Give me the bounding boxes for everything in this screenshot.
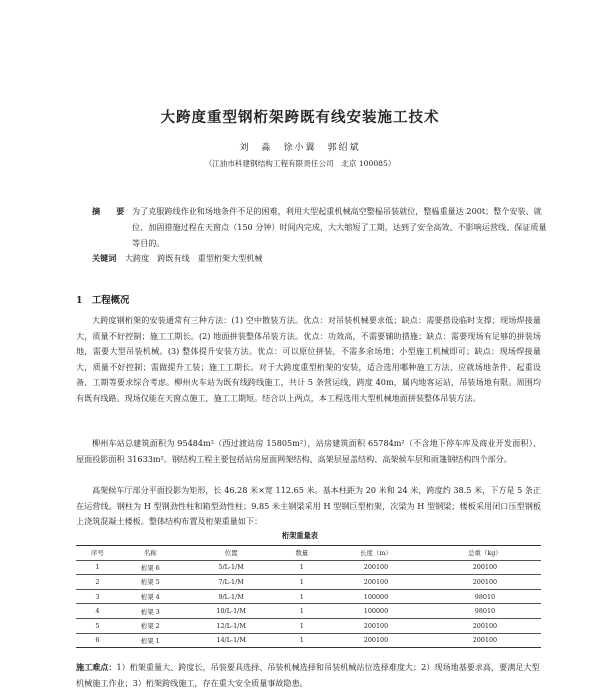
abstract-block (92, 203, 547, 251)
cell-location: 10/L-1/M (182, 604, 280, 619)
table-caption: 桁架重量表 (282, 531, 318, 540)
paragraph-area: 柳州车站总建筑面积为 95484m²（西过渡站房 15805m²），站房建筑面积 65784m²（不含地下停车库及商业开发面积）、屋面投影面积 31633m²。钢结构工程主要包括站房屋面网架结构、高架层屋盖结构、高架候车层和雨篷钢结构四个部分。 (76, 438, 541, 464)
header-index: 序号 (76, 546, 119, 561)
cell-name: 桁架 4 (119, 589, 182, 604)
header-location: 位置 (182, 546, 280, 561)
table-header-row (76, 546, 541, 561)
header-quantity: 数量 (280, 546, 323, 561)
cell-length: 200100 (323, 633, 429, 648)
construction-difficulty (76, 660, 541, 691)
abstract-label: 摘 要 (92, 206, 129, 216)
header-length: 长度（m） (323, 546, 429, 561)
keywords-text: 大跨度 跨既有线 重型桁架大型机械 (124, 253, 263, 263)
cell-location: 5/L-1/M (182, 560, 280, 575)
table-row (76, 575, 541, 590)
table-row (76, 604, 541, 619)
cell-index: 4 (76, 604, 119, 619)
cell-weight: 200100 (429, 618, 541, 633)
table-row (76, 560, 541, 575)
cell-index: 5 (76, 618, 119, 633)
cell-quantity: 1 (280, 589, 323, 604)
table-row (76, 618, 541, 633)
cell-weight: 200100 (429, 560, 541, 575)
cell-quantity: 1 (280, 633, 323, 648)
cell-quantity: 1 (280, 575, 323, 590)
header-weight: 总重（kg） (429, 546, 541, 561)
keywords-block (92, 253, 547, 264)
table-row (76, 633, 541, 648)
cell-name: 桁架 1 (119, 633, 182, 648)
cell-index: 6 (76, 633, 119, 648)
cell-location: 12/L-1/M (182, 618, 280, 633)
section-heading: 1 工程概况 (76, 295, 130, 306)
cell-index: 2 (76, 575, 119, 590)
cell-name: 桁架 6 (119, 560, 182, 575)
cell-weight: 200100 (429, 633, 541, 648)
affiliation: （江油市科建钢结构工程有限责任公司 北京 100085） (204, 159, 396, 168)
paragraph-structure: 高架候车厅部分平面投影为矩形，长 46.28 米×宽 112.65 米。基本柱距为 20 米和 24 米，跨度约 38.5 米，下方是 5 条正在运营线。钢柱为 H 型钢劲性柱和箱型劲性柱；9.85 米主钢梁采用 H 型钢巨型桁架，次梁为 H 型钢梁；楼板采用闭口压型钢板上浇筑混凝土楼板。整体结构布置及桁架重量如下： (76, 485, 541, 527)
cell-length: 200100 (323, 618, 429, 633)
cell-name: 桁架 5 (119, 575, 182, 590)
cell-location: 9/L-1/M (182, 589, 280, 604)
cell-name: 桁架 2 (119, 618, 182, 633)
truss-weight-table (76, 545, 541, 648)
cell-length: 100000 (323, 604, 429, 619)
paragraph-methods: 大跨度钢桁架的安装通常有三种方法：(1) 空中散装方法。优点：对吊装机械要求低；缺点：需要搭设临时支撑；现场焊接量大，质量不好控制；施工工期长。(2) 地面拼装整体吊装方法。优点：功效高，不需要辅助措施；缺点：需要现场有足够的拼装场地，需要大型吊装机械。(3) 整体提升安装方法。优点：可以原位拼装，不需多余场地；小型施工机械即可；缺点：现场焊接量大，质量不好控制；需做提升工装；施工工期长。对于大跨度重型桁架的安装，适合选用哪种施工方法，应就场地条件、起重设备、工期等要求综合考虑。柳州火车站为既有线跨线施工，共计 5 条营运线，跨度 40m，属内地客运站，吊装场地有限。周围均有既有线路。现场仅能在天窗点施工，施工工期短。结合以上两点，本工程选用大型机械地面拼装整体吊装方法。 (76, 315, 541, 403)
cell-weight: 200100 (429, 575, 541, 590)
cell-length: 200100 (323, 575, 429, 590)
paper-title: 大跨度重型钢桁架跨既有线安装施工技术 (160, 109, 440, 126)
cell-length: 100000 (323, 589, 429, 604)
cell-name: 桁架 3 (119, 604, 182, 619)
cell-length: 200100 (323, 560, 429, 575)
cell-weight: 98010 (429, 589, 541, 604)
cell-location: 7/L-1/M (182, 575, 280, 590)
cell-quantity: 1 (280, 560, 323, 575)
author-list: 刘 淼 徐小翼 郭绍斌 (239, 143, 361, 153)
cell-index: 1 (76, 560, 119, 575)
cell-quantity: 1 (280, 618, 323, 633)
table-row (76, 589, 541, 604)
header-name: 名称 (119, 546, 182, 561)
abstract-text: 为了克服跨线作业和场地条件不足的困难，利用大型起重机械高空整榀吊装就位，整榀重量达 200t；整个安装、就位、加固措施过程在天窗点（150 分钟）时间内完成，大大缩短了工期，达到了安全高效、不影响运营线、保证质量等目的。 (132, 206, 547, 248)
cell-location: 14/L-1/M (182, 633, 280, 648)
cell-weight: 98010 (429, 604, 541, 619)
difficulty-text: 1）桁架重量大、跨度长，吊装要具选择、吊装机械选择和吊装机械站位选择难度大；2）现场地基要求高，要满足大型机械施工作业；3）桁架跨线施工，存在重大安全质量事故隐患。 (76, 662, 540, 688)
keywords-label: 关键词 (92, 253, 117, 263)
cell-index: 3 (76, 589, 119, 604)
difficulty-label: 施工难点： (76, 662, 117, 672)
cell-quantity: 1 (280, 604, 323, 619)
